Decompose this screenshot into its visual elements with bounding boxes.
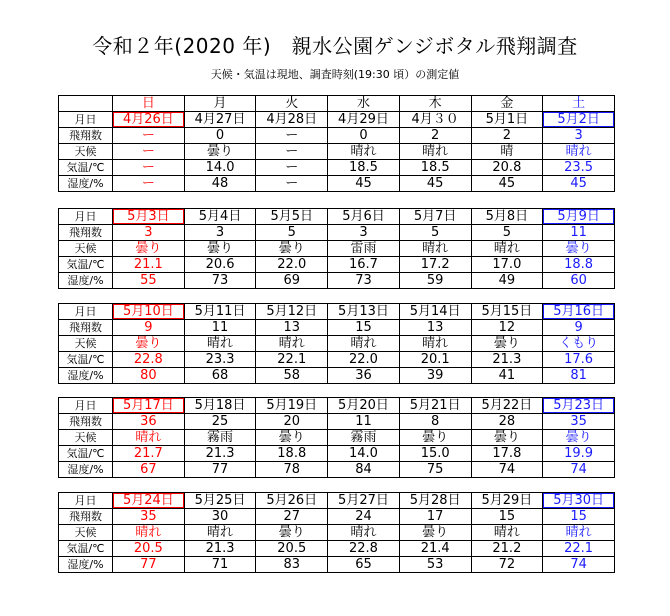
weather-cell: 晴 xyxy=(471,144,543,160)
humidity-cell: 60 xyxy=(543,273,615,289)
temperature-cell: 22.1 xyxy=(543,541,615,557)
date-cell: 5月30日 xyxy=(543,493,615,509)
temperature-cell: 20.5 xyxy=(256,541,328,557)
humidity-row xyxy=(59,462,615,478)
row-label-temperature: 気温/℃ xyxy=(59,160,113,176)
page-title: 令和２年(2020 年) 親水公園ゲンジボタル飛翔調査 xyxy=(92,34,578,58)
row-label-humidity: 湿度/% xyxy=(59,176,113,192)
humidity-cell: 69 xyxy=(256,273,328,289)
date-row xyxy=(59,398,615,414)
week-table-5 xyxy=(58,492,615,573)
humidity-row xyxy=(59,176,615,192)
date-cell: 5月21日 xyxy=(399,398,471,414)
humidity-cell: 81 xyxy=(543,368,615,384)
humidity-cell: 67 xyxy=(113,462,185,478)
temperature-cell: 20.1 xyxy=(399,352,471,368)
temperature-cell: 17.8 xyxy=(471,446,543,462)
humidity-cell: 74 xyxy=(543,557,615,573)
flight-count-cell: 15 xyxy=(543,509,615,525)
temperature-cell: 21.3 xyxy=(471,352,543,368)
flight-count-cell: 11 xyxy=(543,225,615,241)
temperature-cell: 18.5 xyxy=(399,160,471,176)
humidity-cell: ー xyxy=(256,176,328,192)
row-label-temperature: 気温/℃ xyxy=(59,446,113,462)
weather-cell: 晴れ xyxy=(471,525,543,541)
temperature-row xyxy=(59,541,615,557)
page-subtitle: 天候・気温は現地、調査時刻(19:30 頃）の測定値 xyxy=(210,68,460,81)
row-label-weather: 天候 xyxy=(59,241,113,257)
flight-count-cell: ー xyxy=(256,128,328,144)
date-cell: 5月5日 xyxy=(256,209,328,225)
date-cell: 5月19日 xyxy=(256,398,328,414)
date-cell: 4月26日 xyxy=(113,112,185,128)
temperature-row xyxy=(59,257,615,273)
humidity-cell: 45 xyxy=(471,176,543,192)
date-cell: 5月8日 xyxy=(471,209,543,225)
weather-cell: 曇り xyxy=(471,430,543,446)
temperature-cell: 22.8 xyxy=(113,352,185,368)
temperature-cell: 20.6 xyxy=(184,257,256,273)
temperature-cell: 21.2 xyxy=(471,541,543,557)
humidity-cell: 78 xyxy=(256,462,328,478)
humidity-cell: 45 xyxy=(399,176,471,192)
humidity-cell: 65 xyxy=(328,557,400,573)
week-table-3 xyxy=(58,303,615,384)
temperature-cell: 21.4 xyxy=(399,541,471,557)
humidity-cell: 77 xyxy=(184,462,256,478)
humidity-cell: 77 xyxy=(113,557,185,573)
humidity-cell: 73 xyxy=(184,273,256,289)
date-cell: 5月3日 xyxy=(113,209,185,225)
flight-count-cell: ー xyxy=(113,128,185,144)
weekday-cell: 水 xyxy=(328,96,400,112)
weather-cell: 曇り xyxy=(256,241,328,257)
date-cell: 4月29日 xyxy=(328,112,400,128)
weather-row xyxy=(59,336,615,352)
weather-cell: 晴れ xyxy=(328,525,400,541)
weather-row xyxy=(59,525,615,541)
weather-cell: 晴れ xyxy=(399,241,471,257)
flight-count-row xyxy=(59,128,615,144)
weather-cell: 曇り xyxy=(471,336,543,352)
row-label-date: 月日 xyxy=(59,304,113,320)
flight-count-cell: 13 xyxy=(399,320,471,336)
date-cell: 5月12日 xyxy=(256,304,328,320)
row-label-date: 月日 xyxy=(59,209,113,225)
row-label-humidity: 湿度/% xyxy=(59,273,113,289)
weather-cell: 晴れ xyxy=(399,144,471,160)
weather-cell: 曇り xyxy=(543,241,615,257)
row-label-flight-count: 飛翔数 xyxy=(59,320,113,336)
flight-count-cell: 11 xyxy=(328,414,400,430)
weather-cell: ー xyxy=(256,144,328,160)
temperature-cell: 14.0 xyxy=(184,160,256,176)
date-cell: 5月6日 xyxy=(328,209,400,225)
weekday-cell: 月 xyxy=(184,96,256,112)
row-label-flight-count: 飛翔数 xyxy=(59,225,113,241)
flight-count-cell: 5 xyxy=(256,225,328,241)
humidity-cell: 36 xyxy=(328,368,400,384)
flight-count-cell: 3 xyxy=(184,225,256,241)
temperature-row xyxy=(59,446,615,462)
week-table-4 xyxy=(58,397,615,478)
date-cell: 5月28日 xyxy=(399,493,471,509)
row-label-humidity: 湿度/% xyxy=(59,462,113,478)
date-cell: 5月14日 xyxy=(399,304,471,320)
date-cell: 5月17日 xyxy=(113,398,185,414)
flight-count-cell: 3 xyxy=(113,225,185,241)
humidity-row xyxy=(59,368,615,384)
temperature-cell: 22.0 xyxy=(256,257,328,273)
date-cell: 5月24日 xyxy=(113,493,185,509)
weather-cell: 曇り xyxy=(113,336,185,352)
temperature-cell: 21.3 xyxy=(184,541,256,557)
weather-cell: 晴れ xyxy=(113,430,185,446)
humidity-cell: 83 xyxy=(256,557,328,573)
humidity-cell: 55 xyxy=(113,273,185,289)
flight-count-cell: 27 xyxy=(256,509,328,525)
weather-cell: ー xyxy=(113,144,185,160)
humidity-cell: 59 xyxy=(399,273,471,289)
temperature-cell: 20.5 xyxy=(113,541,185,557)
row-label-flight-count: 飛翔数 xyxy=(59,509,113,525)
temperature-cell: 17.6 xyxy=(543,352,615,368)
humidity-cell: 45 xyxy=(543,176,615,192)
weather-cell: 曇り xyxy=(399,430,471,446)
temperature-cell: 19.9 xyxy=(543,446,615,462)
date-cell: 5月23日 xyxy=(543,398,615,414)
weather-cell: 晴れ xyxy=(543,144,615,160)
weather-cell: 雷雨 xyxy=(328,241,400,257)
weekday-cell: 火 xyxy=(256,96,328,112)
flight-count-cell: 2 xyxy=(399,128,471,144)
flight-count-cell: 28 xyxy=(471,414,543,430)
humidity-row xyxy=(59,557,615,573)
humidity-cell: 73 xyxy=(328,273,400,289)
flight-count-cell: 11 xyxy=(184,320,256,336)
week-table-1 xyxy=(58,95,615,192)
flight-count-cell: 3 xyxy=(328,225,400,241)
flight-count-row xyxy=(59,509,615,525)
temperature-cell: 14.0 xyxy=(328,446,400,462)
flight-count-cell: 3 xyxy=(543,128,615,144)
row-label-date: 月日 xyxy=(59,112,113,128)
weather-cell: 曇り xyxy=(113,241,185,257)
date-cell: 5月25日 xyxy=(184,493,256,509)
flight-count-cell: 17 xyxy=(399,509,471,525)
weekday-cell: 土 xyxy=(543,96,615,112)
date-cell: 5月13日 xyxy=(328,304,400,320)
humidity-cell: 48 xyxy=(184,176,256,192)
flight-count-cell: 13 xyxy=(256,320,328,336)
date-row xyxy=(59,209,615,225)
temperature-cell: 22.1 xyxy=(256,352,328,368)
humidity-cell: 41 xyxy=(471,368,543,384)
weather-cell: 晴れ xyxy=(184,336,256,352)
humidity-cell: 71 xyxy=(184,557,256,573)
temperature-cell: 21.3 xyxy=(184,446,256,462)
header-corner-cell xyxy=(59,96,113,112)
humidity-cell: 80 xyxy=(113,368,185,384)
row-label-date: 月日 xyxy=(59,493,113,509)
flight-count-cell: 36 xyxy=(113,414,185,430)
date-cell: 5月7日 xyxy=(399,209,471,225)
week-table-2 xyxy=(58,208,615,289)
date-cell: 4月28日 xyxy=(256,112,328,128)
temperature-row xyxy=(59,352,615,368)
weather-cell: 晴れ xyxy=(399,336,471,352)
row-label-temperature: 気温/℃ xyxy=(59,352,113,368)
humidity-cell: 84 xyxy=(328,462,400,478)
temperature-cell: 20.8 xyxy=(471,160,543,176)
flight-count-cell: 9 xyxy=(543,320,615,336)
date-cell: 5月15日 xyxy=(471,304,543,320)
temperature-cell: 17.2 xyxy=(399,257,471,273)
weather-cell: 霧雨 xyxy=(184,430,256,446)
row-label-humidity: 湿度/% xyxy=(59,368,113,384)
row-label-temperature: 気温/℃ xyxy=(59,541,113,557)
weather-cell: 晴れ xyxy=(328,144,400,160)
weather-row xyxy=(59,241,615,257)
date-row xyxy=(59,493,615,509)
humidity-cell: 53 xyxy=(399,557,471,573)
humidity-cell: ー xyxy=(113,176,185,192)
humidity-cell: 74 xyxy=(543,462,615,478)
flight-count-row xyxy=(59,225,615,241)
date-cell: 5月2日 xyxy=(543,112,615,128)
date-cell: 5月20日 xyxy=(328,398,400,414)
weather-cell: 晴れ xyxy=(471,241,543,257)
weather-cell: 晴れ xyxy=(184,525,256,541)
weekday-cell: 日 xyxy=(113,96,185,112)
temperature-cell: 21.1 xyxy=(113,257,185,273)
weather-cell: 曇り xyxy=(399,525,471,541)
humidity-cell: 75 xyxy=(399,462,471,478)
humidity-row xyxy=(59,273,615,289)
weekday-cell: 木 xyxy=(399,96,471,112)
date-cell: 5月22日 xyxy=(471,398,543,414)
humidity-cell: 39 xyxy=(399,368,471,384)
flight-count-cell: 12 xyxy=(471,320,543,336)
weather-cell: 曇り xyxy=(256,525,328,541)
temperature-cell: 18.8 xyxy=(543,257,615,273)
weather-cell: くもり xyxy=(543,336,615,352)
row-label-weather: 天候 xyxy=(59,336,113,352)
date-cell: 5月4日 xyxy=(184,209,256,225)
row-label-date: 月日 xyxy=(59,398,113,414)
date-cell: 4月３０ xyxy=(399,112,471,128)
flight-count-cell: 5 xyxy=(399,225,471,241)
date-cell: 5月29日 xyxy=(471,493,543,509)
temperature-cell: ー xyxy=(256,160,328,176)
date-row xyxy=(59,304,615,320)
humidity-cell: 72 xyxy=(471,557,543,573)
flight-count-cell: 20 xyxy=(256,414,328,430)
weather-row xyxy=(59,430,615,446)
temperature-cell: 17.0 xyxy=(471,257,543,273)
flight-count-cell: 15 xyxy=(471,509,543,525)
row-label-temperature: 気温/℃ xyxy=(59,257,113,273)
temperature-cell: 18.5 xyxy=(328,160,400,176)
flight-count-cell: 15 xyxy=(328,320,400,336)
flight-count-cell: 35 xyxy=(543,414,615,430)
row-label-humidity: 湿度/% xyxy=(59,557,113,573)
humidity-cell: 45 xyxy=(328,176,400,192)
date-cell: 5月18日 xyxy=(184,398,256,414)
humidity-cell: 68 xyxy=(184,368,256,384)
weekday-cell: 金 xyxy=(471,96,543,112)
row-label-weather: 天候 xyxy=(59,525,113,541)
humidity-cell: 49 xyxy=(471,273,543,289)
date-cell: 5月26日 xyxy=(256,493,328,509)
temperature-cell: 15.0 xyxy=(399,446,471,462)
flight-count-cell: 9 xyxy=(113,320,185,336)
weather-cell: 晴れ xyxy=(543,525,615,541)
weather-cell: 曇り xyxy=(256,430,328,446)
date-cell: 4月27日 xyxy=(184,112,256,128)
flight-count-cell: 2 xyxy=(471,128,543,144)
temperature-cell: 23.3 xyxy=(184,352,256,368)
row-label-weather: 天候 xyxy=(59,144,113,160)
weather-cell: 晴れ xyxy=(256,336,328,352)
temperature-cell: ー xyxy=(113,160,185,176)
flight-count-cell: 30 xyxy=(184,509,256,525)
humidity-cell: 74 xyxy=(471,462,543,478)
date-cell: 5月11日 xyxy=(184,304,256,320)
temperature-row xyxy=(59,160,615,176)
weather-cell: 曇り xyxy=(184,144,256,160)
flight-count-row xyxy=(59,414,615,430)
flight-count-cell: 35 xyxy=(113,509,185,525)
flight-count-cell: 24 xyxy=(328,509,400,525)
weather-row xyxy=(59,144,615,160)
date-cell: 5月16日 xyxy=(543,304,615,320)
flight-count-cell: 25 xyxy=(184,414,256,430)
humidity-cell: 58 xyxy=(256,368,328,384)
row-label-flight-count: 飛翔数 xyxy=(59,128,113,144)
temperature-cell: 18.8 xyxy=(256,446,328,462)
weather-cell: 晴れ xyxy=(328,336,400,352)
flight-count-row xyxy=(59,320,615,336)
flight-count-cell: 5 xyxy=(471,225,543,241)
date-cell: 5月9日 xyxy=(543,209,615,225)
flight-count-cell: 0 xyxy=(328,128,400,144)
temperature-cell: 22.8 xyxy=(328,541,400,557)
date-cell: 5月27日 xyxy=(328,493,400,509)
date-cell: 5月10日 xyxy=(113,304,185,320)
flight-count-cell: 8 xyxy=(399,414,471,430)
date-cell: 5月1日 xyxy=(471,112,543,128)
date-row xyxy=(59,112,615,128)
weather-cell: 晴れ xyxy=(113,525,185,541)
weather-cell: 曇り xyxy=(543,430,615,446)
temperature-cell: 23.5 xyxy=(543,160,615,176)
row-label-weather: 天候 xyxy=(59,430,113,446)
temperature-cell: 16.7 xyxy=(328,257,400,273)
weather-cell: 霧雨 xyxy=(328,430,400,446)
temperature-cell: 21.7 xyxy=(113,446,185,462)
temperature-cell: 22.0 xyxy=(328,352,400,368)
weather-cell: 曇り xyxy=(184,241,256,257)
flight-count-cell: 0 xyxy=(184,128,256,144)
row-label-flight-count: 飛翔数 xyxy=(59,414,113,430)
weekday-header-row xyxy=(59,96,615,112)
